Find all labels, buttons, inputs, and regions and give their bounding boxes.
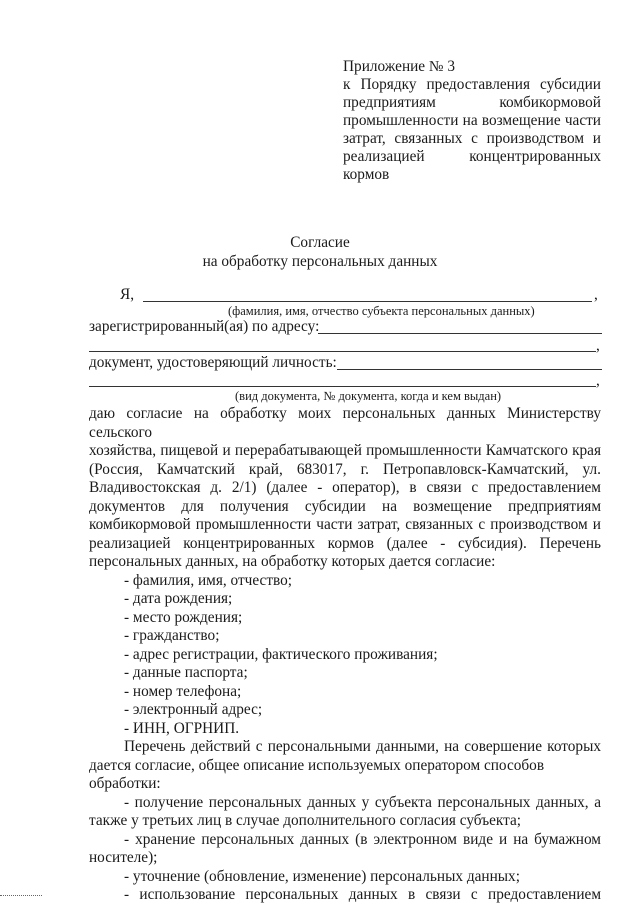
consent-line: хозяйства, пищевой и перерабатывающей промышленности Камчатского края [89,442,601,459]
appendix-line: реализацией концентрированных [343,148,601,165]
consent-line: Владивостокская д. 2/1) (далее - оператор), в связи с предоставлением [89,479,601,496]
list-item: - номер телефона; [124,682,242,700]
comma: , [594,286,598,303]
list-item: - ИНН, ОГРНИП. [124,719,240,737]
document-label: документ, удостоверяющий личность: [89,354,337,371]
list-item: - электронный адрес; [124,701,263,718]
consent-body [89,405,601,905]
appendix-line: кормов [343,166,390,183]
consent-line: персональных данных, на обработку которых дается согласие: [89,553,496,570]
document-subtitle: на обработку персональных данных [202,253,438,270]
list-item: - гражданство; [124,627,220,644]
registered-label: зарегистрированный(ая) по адресу: [89,318,320,335]
actions-intro: Перечень действий с персональными данными, на совершение которых [124,738,601,755]
action-item: - получение персональных данных у субъекта персональных данных, а [124,793,601,811]
appendix-header [343,58,601,184]
consent-line: комбикормовой промышленности части затрат, связанных с производством и [89,516,601,533]
document-title: Согласие [290,234,350,251]
document-field-line-2[interactable] [89,386,596,387]
comma: , [596,337,600,354]
action-item: - использование персональных данных в связи с предоставлением [124,886,601,903]
actions-intro-2: дается согласие, общее описание используемых оператором способов обработки: [89,756,545,792]
footer-dotted-line [0,895,42,896]
consent-line: документов для получения субсидии на возмещение предприятиям [89,497,601,515]
list-item: - адрес регистрации, фактического проживания; [124,645,438,663]
action-item-cont: носителе); [89,849,158,866]
action-item: - хранение персональных данных (в электронном виде и на бумажном [124,830,601,848]
appendix-line: промышленности на возмещение части [343,112,601,129]
appendix-line: Приложение № 3 [343,58,455,75]
consent-line: (Россия, Камчатский край, 683017, г. Петропавловск-Камчатский, ул. [89,460,601,478]
appendix-line: затрат, связанных с производством и [343,130,601,147]
document-field-line[interactable] [337,369,602,370]
address-field-line[interactable] [318,333,602,334]
consent-line: даю согласие на обработку моих персональных данных Министерству сельского [89,405,601,441]
fio-field-line[interactable] [143,301,592,302]
appendix-line: предприятиям комбикормовой [343,94,601,111]
list-item: - дата рождения; [124,590,233,607]
ya-label: Я, [120,286,135,303]
address-field-line-2[interactable] [89,351,596,352]
comma: , [596,372,600,389]
fio-caption: (фамилия, имя, отчество субъекта персональных данных) [228,304,535,318]
action-item-cont: также у третьих лиц в случае дополнительного согласия субъекта; [89,812,522,829]
list-item: - место рождения; [124,608,243,626]
list-item: - данные паспорта; [124,664,248,681]
action-item: - уточнение (обновление, изменение) персональных данных; [124,867,520,885]
consent-line: реализацией концентрированных кормов (далее - субсидия). Перечень [89,534,601,552]
list-item: - фамилия, имя, отчество; [124,571,293,589]
document-caption: (вид документа, № документа, когда и кем выдан) [235,389,502,403]
appendix-line: к Порядку предоставления субсидии [343,76,601,93]
